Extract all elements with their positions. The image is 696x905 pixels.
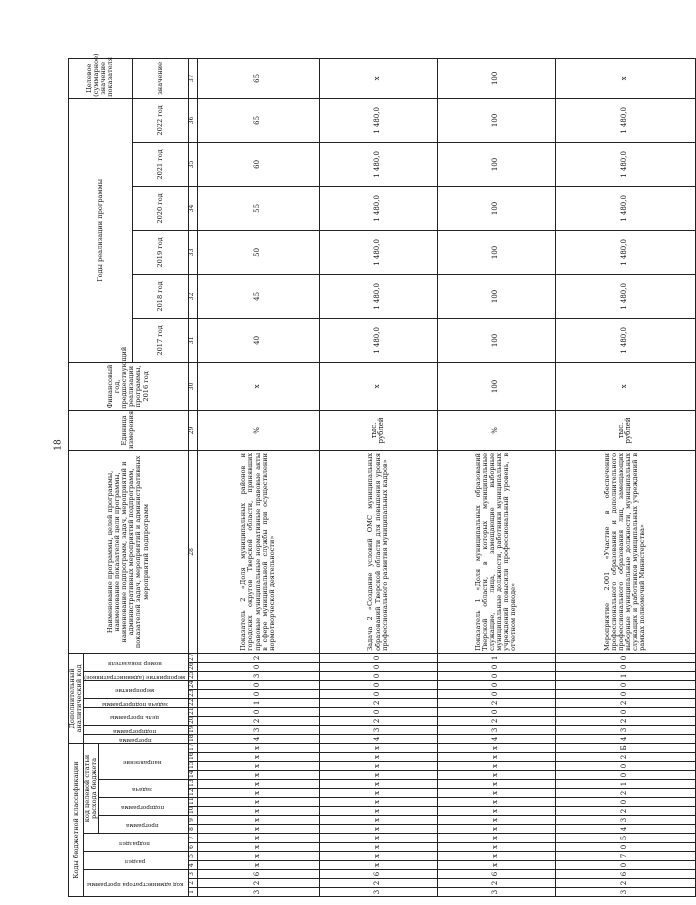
code-cell: 2	[555, 716, 695, 725]
ea-subprogram-header: подпрограмма	[113, 727, 157, 734]
code-cell: 2	[437, 698, 555, 707]
code-cell: 2	[555, 879, 695, 888]
code-cell: x	[197, 807, 319, 816]
code-cell: 3	[197, 725, 319, 734]
target-value-header: Целевое (суммарное) значение показателя	[69, 58, 133, 98]
code-cell: x	[437, 861, 555, 870]
year-value: 55	[197, 186, 319, 230]
ea-measure-admin-header: мероприятие (административное)	[84, 673, 186, 680]
task-header: задача	[132, 786, 153, 793]
year-value: 100	[437, 318, 555, 362]
code-cell: x	[197, 834, 319, 843]
code-cell: 0	[437, 689, 555, 698]
row-base-year-value: x	[319, 362, 437, 410]
code-cell: x	[437, 743, 555, 752]
column-number: 14	[188, 770, 196, 778]
subsection-header: подраздел	[119, 840, 151, 847]
code-cell: 0	[319, 671, 437, 680]
column-number: 4	[188, 861, 197, 870]
year-value: 100	[437, 98, 555, 142]
row-target-value: x	[319, 58, 437, 98]
year-header-2022: 2022 год	[132, 98, 188, 142]
name-header: Наименование программы, целей программы, наименование показателей цели программы, наименование подпрограмм, задач, мероприятий и административных мероприятий подпрограмм, показателей задач, мероприятий и административных мероприятий подпрограмм	[69, 450, 189, 653]
code-cell: 3	[319, 888, 437, 897]
row-target-value: x	[555, 58, 695, 98]
code-cell: x	[437, 789, 555, 798]
code-cell: 4	[555, 825, 695, 834]
code-cell: x	[197, 843, 319, 852]
code-cell: 2	[437, 879, 555, 888]
code-cell: 2	[555, 698, 695, 707]
section-header: раздел	[124, 858, 145, 865]
code-cell: 0	[319, 680, 437, 689]
year-value: 100	[437, 142, 555, 186]
code-cell: x	[197, 780, 319, 789]
code-cell: 2	[197, 879, 319, 888]
code-cell: 6	[197, 870, 319, 879]
year-header-2020: 2020 год	[132, 186, 188, 230]
code-cell: 0	[319, 653, 437, 662]
year-value: 60	[197, 142, 319, 186]
column-number: 30	[188, 362, 197, 410]
row-base-year-value: 100	[437, 362, 555, 410]
ea-program-header: программа	[118, 736, 152, 743]
code-cell: x	[437, 852, 555, 861]
code-cell: 1	[555, 780, 695, 789]
code-cell: x	[319, 843, 437, 852]
program-table	[68, 53, 696, 897]
code-cell: x	[437, 762, 555, 771]
extra-analytic-code-header: Дополнительный аналитический код	[69, 653, 84, 743]
code-cell: x	[319, 798, 437, 807]
code-cell: 4	[555, 734, 695, 743]
code-cell: 0	[197, 680, 319, 689]
code-cell: 3	[555, 816, 695, 825]
column-number: 19	[188, 725, 196, 733]
row-unit: %	[197, 410, 319, 450]
code-cell: 0	[437, 662, 555, 671]
column-number: 17	[188, 743, 196, 751]
column-number: 2	[188, 879, 197, 888]
column-number: 26	[188, 662, 196, 670]
code-cell: 3	[197, 888, 319, 897]
column-number: 34	[188, 186, 197, 230]
year-value: 1 480,0	[319, 230, 437, 274]
code-cell: x	[319, 852, 437, 861]
code-cell: 0	[319, 662, 437, 671]
code-cell: 0	[437, 707, 555, 716]
year-value: 1 480,0	[555, 98, 695, 142]
code-cell: x	[319, 780, 437, 789]
subprogram-header: подпрограмма	[120, 804, 165, 811]
code-cell: x	[319, 807, 437, 816]
code-cell: 4	[319, 734, 437, 743]
code-cell: 0	[197, 662, 319, 671]
column-number: 22	[188, 698, 196, 706]
code-cell: x	[197, 861, 319, 870]
code-cell: x	[197, 816, 319, 825]
year-value: 1 480,0	[319, 274, 437, 318]
code-cell: 2	[319, 698, 437, 707]
code-cell: 0	[555, 771, 695, 780]
column-number: 28	[188, 450, 197, 653]
row-unit: тыс. рублей	[555, 410, 695, 450]
code-cell: x	[437, 834, 555, 843]
code-cell: 4	[197, 734, 319, 743]
ea-subprogram-task-header: задача подпрограммы	[101, 700, 168, 707]
code-cell: Б	[555, 743, 695, 752]
code-cell: 1	[437, 653, 555, 662]
column-number: 16	[188, 752, 196, 760]
row-name: Показатель 2 «Доля муниципальных районов и городских округов Тверской области, принявших правовые муниципальные нормативные правовые акты в сфере муниципальной службы при осуществлении нормотворческой деятельности»	[197, 450, 319, 653]
code-cell: x	[437, 843, 555, 852]
column-number: 18	[188, 734, 196, 742]
code-cell: x	[197, 771, 319, 780]
code-cell: x	[437, 825, 555, 834]
column-number: 32	[188, 274, 197, 318]
code-cell: x	[319, 816, 437, 825]
code-cell: x	[319, 834, 437, 843]
code-cell: x	[437, 771, 555, 780]
code-cell: 3	[319, 725, 437, 734]
program-table-sheet	[68, 53, 647, 897]
year-value: 1 480,0	[319, 318, 437, 362]
code-cell: 1	[555, 671, 695, 680]
code-cell: x	[319, 753, 437, 762]
table-row	[197, 58, 319, 896]
column-number: 3	[188, 870, 197, 879]
year-value: 100	[437, 186, 555, 230]
code-cell: x	[197, 753, 319, 762]
year-value: 1 480,0	[555, 142, 695, 186]
column-number: 15	[188, 761, 196, 769]
table-row	[319, 58, 437, 896]
column-number: 1	[188, 888, 197, 897]
column-number: 36	[188, 98, 197, 142]
code-cell: x	[197, 825, 319, 834]
code-cell: 0	[555, 707, 695, 716]
ea-indicator-number-header: номер показателя	[107, 660, 162, 667]
year-value: 1 480,0	[555, 186, 695, 230]
code-cell: 3	[197, 671, 319, 680]
code-cell: 2	[555, 753, 695, 762]
row-base-year-value: x	[555, 362, 695, 410]
fin-year-header: Финансовый год, предшествующий реализации программы, 2016 год	[69, 362, 189, 410]
unit-header: Единица измерения	[69, 410, 189, 450]
years-group-header: Годы реализации программы	[69, 98, 133, 362]
column-number: 8	[188, 825, 197, 834]
code-cell: 0	[197, 689, 319, 698]
code-cell: x	[197, 789, 319, 798]
column-number: 25	[188, 671, 196, 679]
code-cell: 2	[197, 716, 319, 725]
column-number: 20	[188, 716, 196, 724]
code-cell: x	[319, 861, 437, 870]
column-number: 7	[188, 834, 197, 843]
code-cell: 3	[437, 888, 555, 897]
code-cell: x	[437, 780, 555, 789]
code-cell: x	[197, 762, 319, 771]
code-cell: 2	[555, 789, 695, 798]
code-cell: 6	[319, 870, 437, 879]
code-cell: x	[319, 762, 437, 771]
column-number: 6	[188, 843, 197, 852]
page-number: 18	[53, 439, 64, 451]
code-cell: 0	[555, 653, 695, 662]
code-cell: 0	[319, 689, 437, 698]
column-number: 11	[188, 797, 196, 805]
code-cell: x	[319, 743, 437, 752]
column-number: 13	[188, 779, 196, 787]
table-row	[555, 58, 695, 896]
code-cell: 2	[437, 716, 555, 725]
code-cell: x	[437, 798, 555, 807]
column-number: 9	[188, 816, 197, 825]
column-number: 24	[188, 680, 196, 688]
code-cell: 2	[197, 653, 319, 662]
code-cell: 2	[319, 879, 437, 888]
year-value: 1 480,0	[319, 142, 437, 186]
year-value: 1 480,0	[555, 318, 695, 362]
program-header: программа	[126, 822, 159, 829]
column-number: 33	[188, 230, 197, 274]
column-number: 21	[188, 707, 196, 715]
code-cell: 0	[437, 680, 555, 689]
budget-classification-header: Коды бюджетной классификации	[69, 743, 84, 896]
code-cell: 0	[555, 798, 695, 807]
code-cell: x	[319, 789, 437, 798]
ea-measure-header: мероприятие	[115, 687, 155, 694]
code-cell: x	[197, 852, 319, 861]
row-target-value: 65	[197, 58, 319, 98]
code-cell: x	[197, 798, 319, 807]
year-value: 65	[197, 98, 319, 142]
code-cell: 3	[555, 888, 695, 897]
column-number: 29	[188, 410, 197, 450]
code-cell: 0	[555, 843, 695, 852]
code-cell: x	[319, 771, 437, 780]
year-value: 1 480,0	[555, 230, 695, 274]
year-value: 1 480,0	[319, 98, 437, 142]
year-value: 100	[437, 274, 555, 318]
year-header-2017: 2017 год	[132, 318, 188, 362]
code-cell: 3	[555, 725, 695, 734]
year-value: 40	[197, 318, 319, 362]
activity-direction-header: направление	[123, 759, 162, 766]
column-number: 23	[188, 689, 196, 697]
column-number: 37	[188, 58, 197, 98]
admin-code-header: код администратора программы	[86, 880, 184, 887]
table-row	[437, 58, 555, 896]
code-cell: 0	[555, 689, 695, 698]
code-cell: 0	[555, 861, 695, 870]
column-number-row	[188, 58, 197, 896]
column-number: 27	[188, 653, 196, 661]
code-cell: 2	[555, 807, 695, 816]
code-cell: 0	[555, 662, 695, 671]
column-number: 5	[188, 852, 197, 861]
year-header-2018: 2018 год	[132, 274, 188, 318]
code-cell: x	[319, 825, 437, 834]
column-number: 10	[188, 806, 196, 814]
year-value: 1 480,0	[319, 186, 437, 230]
code-cell: 6	[555, 870, 695, 879]
code-cell: x	[437, 753, 555, 762]
row-unit: %	[437, 410, 555, 450]
target-value-subheader: значение	[132, 58, 188, 98]
row-target-value: 100	[437, 58, 555, 98]
row-name: Показатель 1 «Доля муниципальных образований Тверской области, в которых муниципальные служащие, лица, замещающие выборные муниципальные должности, работники муниципальных учреждений повысили профессиональный уровень, в отчетном периоде»	[437, 450, 555, 653]
code-cell: x	[437, 816, 555, 825]
row-base-year-value: x	[197, 362, 319, 410]
code-cell: 0	[555, 762, 695, 771]
code-cell: 0	[555, 680, 695, 689]
code-cell: 0	[197, 707, 319, 716]
year-value: 50	[197, 230, 319, 274]
column-number: 12	[188, 788, 196, 796]
ea-program-goal-header: цель программы	[110, 714, 160, 721]
column-number: 35	[188, 142, 197, 186]
target-article-header: код целевой статьи расхода бюджета	[84, 743, 99, 833]
row-name: Мероприятие 2.001 «Участие в обеспечении профессионального образования и дополнительного профессионального образования лиц, замещающих выборные муниципальные должности, муниципальных служащих и работников муниципальных учреждений в рамках полномочий Министерства»	[555, 450, 695, 653]
data-rows	[197, 58, 695, 896]
code-cell: 7	[555, 852, 695, 861]
code-cell: x	[437, 807, 555, 816]
year-header-2019: 2019 год	[132, 230, 188, 274]
row-name: Задача 2 «Создание условий ОМС муниципальных образований Тверской области для повышения уровня профессионального развития муниципальных кадров»	[319, 450, 437, 653]
row-unit: тыс. рублей	[319, 410, 437, 450]
code-cell: 0	[437, 671, 555, 680]
code-cell: 6	[437, 870, 555, 879]
code-cell: 2	[319, 716, 437, 725]
code-cell: 0	[319, 707, 437, 716]
column-number: 31	[188, 318, 197, 362]
code-cell: 1	[197, 698, 319, 707]
code-cell: 5	[555, 834, 695, 843]
code-cell: 3	[437, 725, 555, 734]
year-header-2021: 2021 год	[132, 142, 188, 186]
code-cell: x	[197, 743, 319, 752]
year-value: 1 480,0	[555, 274, 695, 318]
year-value: 45	[197, 274, 319, 318]
year-value: 100	[437, 230, 555, 274]
code-cell: 4	[437, 734, 555, 743]
